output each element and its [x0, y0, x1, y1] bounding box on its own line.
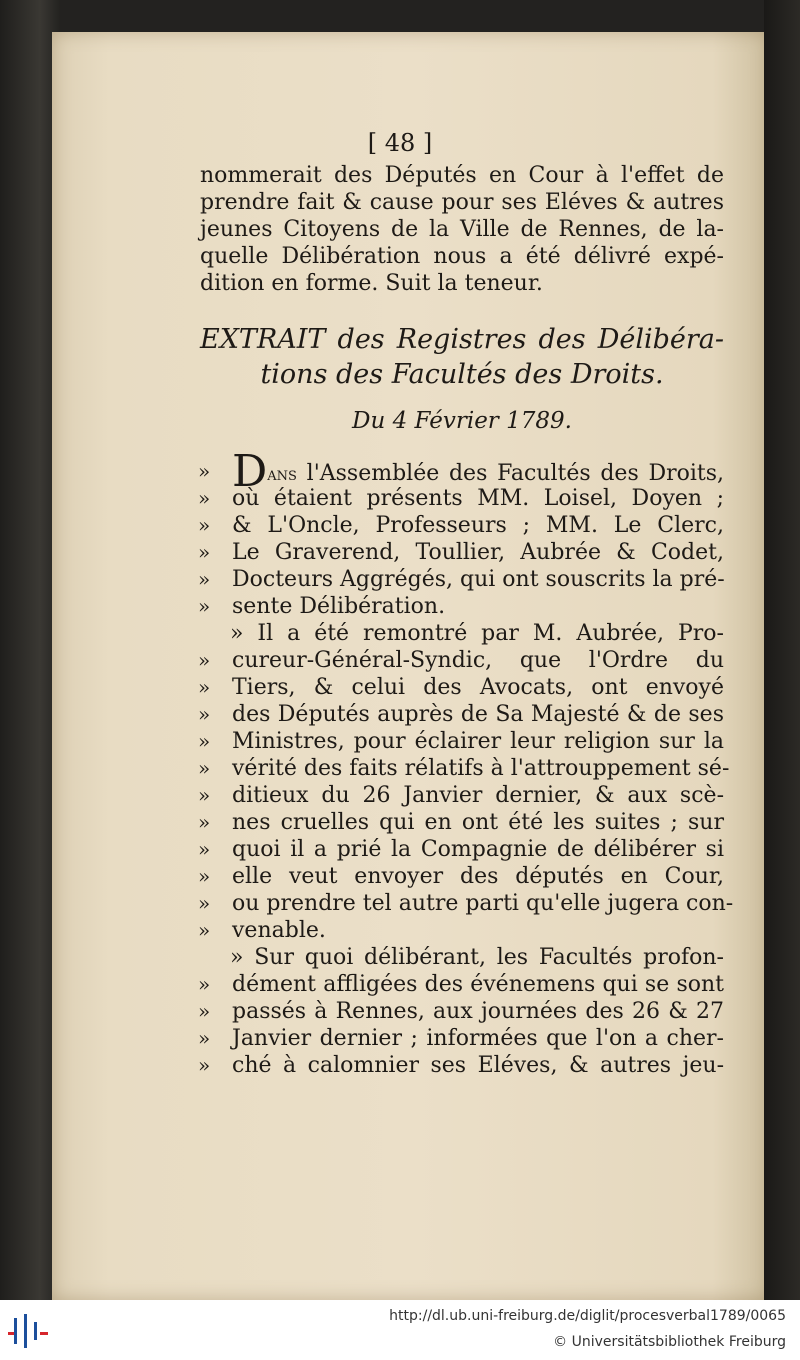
- para2-line: ou prendre tel autre parti qu'elle jugera con-: [232, 891, 734, 916]
- page-edge: [764, 0, 800, 1300]
- quote-mark: »: [198, 756, 211, 780]
- quote-mark: »: [198, 594, 211, 618]
- para3-line: Janvier dernier ; informées que l'on a cher-: [232, 1026, 724, 1051]
- intro-line: jeunes Citoyens de la Ville de Rennes, de la-: [200, 217, 724, 242]
- para1-line: Le Graverend, Toullier, Aubrée & Codet,: [232, 540, 724, 565]
- permalink-url[interactable]: http://dl.ub.uni-freiburg.de/diglit/procesverbal1789/0065: [389, 1308, 786, 1324]
- para1-first-line: [200, 446, 724, 497]
- quote-mark: »: [198, 729, 211, 753]
- drop-cap: D: [232, 446, 268, 497]
- quote-mark: »: [198, 567, 211, 591]
- para2-line: Ministres, pour éclairer leur religion sur la: [232, 729, 724, 754]
- quote-mark: »: [198, 1053, 211, 1077]
- para2-line: vérité des faits rélatifs à l'attrouppement sé-: [232, 756, 730, 781]
- para2-line: Tiers, & celui des Avocats, ont envoyé: [232, 675, 724, 700]
- quote-mark: »: [198, 918, 211, 942]
- viewer-footer: [0, 1300, 800, 1360]
- para2-line: quoi il a prié la Compagnie de délibérer si: [232, 837, 724, 862]
- para2-line: » Il a été remontré par M. Aubrée, Pro-: [230, 621, 724, 646]
- para3-line: ché à calomnier ses Eléves, & autres jeu-: [232, 1053, 724, 1078]
- section-heading: EXTRAIT des Registres des Délibéra-: [200, 324, 724, 355]
- quote-mark: »: [198, 648, 211, 672]
- para3-line: passés à Rennes, aux journées des 26 & 27: [232, 999, 724, 1024]
- quote-mark: »: [198, 891, 211, 915]
- quote-mark: »: [198, 459, 211, 483]
- para2-line: elle veut envoyer des députés en Cour,: [232, 864, 724, 889]
- intro-line: dition en forme. Suit la teneur.: [200, 271, 543, 296]
- ub-freiburg-logo-icon: [8, 1310, 50, 1352]
- quote-mark: »: [198, 783, 211, 807]
- para1-line: sente Délibération.: [232, 594, 446, 619]
- para3-line: » Sur quoi délibérant, les Facultés profon-: [230, 945, 724, 970]
- quote-mark: »: [198, 972, 211, 996]
- section-heading-cont: tions des Facultés des Droits.: [260, 359, 664, 390]
- quote-mark: »: [198, 675, 211, 699]
- para1-line: où étaient présents MM. Loisel, Doyen ;: [232, 486, 724, 511]
- para1-line: Docteurs Aggrégés, qui ont souscrits la pré-: [232, 567, 725, 592]
- drop-cap-smallcaps: ans: [267, 464, 297, 485]
- dateline: Du 4 Février 1789.: [352, 408, 572, 434]
- intro-line: prendre fait & cause pour ses Eléves & autres: [200, 190, 724, 215]
- para1-line: & L'Oncle, Professeurs ; MM. Le Clerc,: [232, 513, 724, 538]
- copyright-notice: © Universitätsbibliothek Freiburg: [553, 1334, 786, 1350]
- quote-mark: »: [198, 1026, 211, 1050]
- page-number: [ 48 ]: [367, 129, 433, 157]
- para2-line: des Députés auprès de Sa Majesté & de ses: [232, 702, 724, 727]
- quote-mark: »: [198, 999, 211, 1023]
- para2-line: ditieux du 26 Janvier dernier, & aux scè-: [232, 783, 724, 808]
- quote-mark: »: [198, 540, 211, 564]
- para2-line: venable.: [232, 918, 326, 943]
- quote-mark: »: [198, 702, 211, 726]
- quote-mark: »: [198, 864, 211, 888]
- intro-line: quelle Délibération nous a été délivré expé-: [200, 244, 724, 269]
- para2-line: nes cruelles qui en ont été les suites ; sur: [232, 810, 724, 835]
- quote-mark: »: [198, 486, 211, 510]
- para3-line: dément affligées des événemens qui se sont: [232, 972, 724, 997]
- intro-line: nommerait des Députés en Cour à l'effet de: [200, 163, 724, 188]
- para2-line: cureur-Général-Syndic, que l'Ordre du: [232, 648, 724, 673]
- drop-cap-rest: l'Assemblée des Facultés des Droits,: [296, 461, 724, 486]
- quote-mark: »: [198, 513, 211, 537]
- quote-mark: »: [198, 810, 211, 834]
- quote-mark: »: [198, 837, 211, 861]
